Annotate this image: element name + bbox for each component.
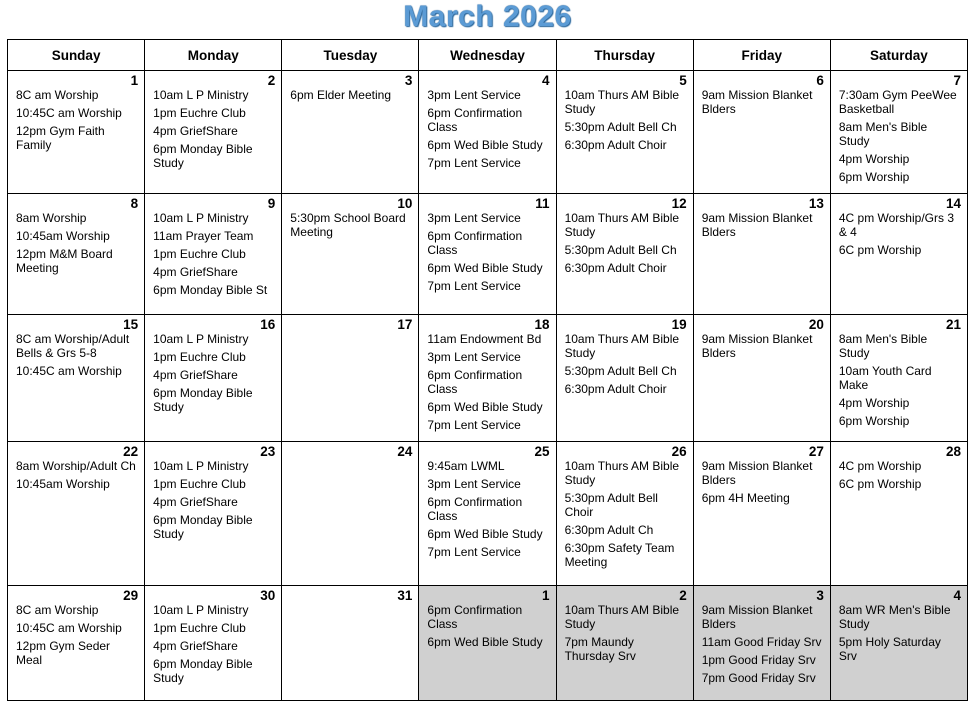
calendar-event: 4pm GriefShare	[153, 264, 238, 279]
weekday-header: Monday	[145, 40, 282, 71]
calendar-event: 5:30pm School Board Meeting	[290, 210, 406, 239]
day-cell-next-month	[419, 586, 556, 701]
day-number: 8	[130, 195, 139, 211]
calendar-event: 7pm Lent Service	[427, 417, 521, 432]
calendar-event: 8C am Worship/Adult Bells & Grs 5-8	[16, 331, 130, 360]
day-cell	[693, 441, 830, 586]
calendar-event: 4pm GriefShare	[153, 367, 238, 382]
calendar-event: 7:30am Gym PeeWee Basketball	[838, 88, 957, 116]
day-cell-next-month	[556, 586, 693, 701]
day-number: 3	[816, 588, 824, 604]
day-cell	[145, 314, 282, 441]
day-cell	[830, 441, 967, 586]
day-number: 2	[679, 588, 687, 604]
calendar-event: 7pm Good Friday Srv	[701, 671, 816, 686]
calendar-event: 6pm Wed Bible Study	[427, 138, 543, 152]
calendar-event: 1pm Good Friday Srv	[701, 653, 816, 668]
day-number: 5	[679, 73, 687, 88]
day-number: 3	[404, 73, 413, 88]
calendar-event: 6:30pm Adult Choir	[564, 381, 667, 396]
calendar-event: 6pm Confirmation Class	[427, 106, 523, 134]
calendar-event: 6pm Monday Bible St	[153, 282, 268, 297]
day-number: 24	[397, 443, 413, 459]
day-cell	[556, 71, 693, 194]
calendar-event: 10:45am Worship	[16, 228, 110, 243]
calendar-event: 10am Thurs AM Bible Study	[564, 458, 680, 487]
calendar-event: 3pm Lent Service	[427, 88, 521, 102]
day-cell	[8, 441, 145, 586]
calendar-event: 6pm Monday Bible Study	[153, 385, 253, 414]
calendar-event: 8am Worship	[16, 210, 87, 225]
calendar-event: 9am Mission Blanket Blders	[701, 331, 813, 360]
calendar-event: 5:30pm Adult Bell Ch	[564, 120, 677, 134]
day-number: 31	[397, 588, 413, 604]
day-number: 18	[534, 316, 550, 332]
day-number: 1	[542, 588, 550, 604]
day-number: 4	[542, 73, 550, 88]
calendar-event: 4pm GriefShare	[153, 494, 238, 509]
calendar-event: 9am Mission Blanket Blders	[701, 210, 813, 239]
day-cell	[419, 193, 556, 314]
calendar-event: 5pm Holy Saturday Srv	[838, 635, 941, 664]
week-row	[8, 71, 968, 194]
calendar-event: 6:30pm Adult Choir	[564, 260, 667, 275]
day-cell	[8, 71, 145, 194]
weekday-header: Friday	[693, 40, 830, 71]
day-number: 12	[671, 195, 687, 211]
calendar-event: 8am Men's Bible Study	[838, 120, 928, 148]
calendar-event: 4pm Worship	[838, 152, 910, 166]
calendar-event: 7pm Maundy Thursday Srv	[564, 635, 636, 664]
calendar-event: 8am WR Men's Bible Study	[838, 603, 951, 632]
calendar-event: 10:45am Worship	[16, 476, 110, 491]
day-number: 23	[260, 443, 276, 459]
calendar-event: 6pm Confirmation Class	[427, 494, 523, 523]
day-number: 17	[397, 316, 413, 332]
calendar-event: 5:30pm Adult Bell Ch	[564, 242, 677, 257]
calendar-event: 1pm Euchre Club	[153, 246, 246, 261]
calendar-event: 6pm Monday Bible Study	[153, 142, 253, 170]
calendar-event: 7pm Lent Service	[427, 278, 521, 293]
month-calendar	[7, 39, 968, 701]
calendar-event: 6pm Monday Bible Study	[153, 657, 253, 686]
day-number: 30	[260, 588, 276, 604]
day-number: 6	[816, 73, 824, 88]
calendar-event: 10:45C am Worship	[16, 621, 122, 636]
weekday-header-row	[8, 40, 968, 71]
day-number: 10	[397, 195, 413, 211]
day-cell	[282, 193, 419, 314]
calendar-event: 1pm Euchre Club	[153, 349, 246, 364]
weekday-header: Sunday	[8, 40, 145, 71]
calendar-event: 10am L P Ministry	[153, 88, 249, 102]
day-number: 26	[671, 443, 687, 459]
week-row	[8, 314, 968, 441]
day-number: 2	[267, 73, 276, 88]
calendar-event: 12pm Gym Seder Meal	[16, 639, 111, 668]
day-cell	[8, 586, 145, 701]
calendar-event: 3pm Lent Service	[427, 349, 521, 364]
calendar-event: 10am Thurs AM Bible Study	[564, 210, 680, 239]
calendar-event: 6pm Confirmation Class	[427, 228, 523, 257]
calendar-event: 6pm Worship	[838, 170, 910, 184]
calendar-event: 9am Mission Blanket Blders	[701, 458, 813, 487]
calendar-event: 10:45C am Worship	[16, 106, 122, 120]
day-cell	[830, 71, 967, 194]
day-cell	[419, 71, 556, 194]
day-number: 25	[534, 443, 550, 459]
day-cell	[830, 314, 967, 441]
day-cell	[419, 314, 556, 441]
day-cell	[145, 71, 282, 194]
calendar-event: 12pm M&M Board Meeting	[16, 246, 113, 275]
calendar-event: 4pm GriefShare	[153, 124, 238, 138]
calendar-event: 8am Men's Bible Study	[838, 331, 928, 360]
day-number: 4	[953, 588, 961, 604]
calendar-event: 6pm Elder Meeting	[290, 88, 391, 102]
day-cell	[693, 71, 830, 194]
calendar-event: 6C pm Worship	[838, 476, 922, 491]
calendar-event: 10am L P Ministry	[153, 458, 249, 473]
calendar-event: 6pm Wed Bible Study	[427, 399, 543, 414]
calendar-event: 12pm Gym Faith Family	[16, 124, 105, 152]
calendar-event: 9am Mission Blanket Blders	[701, 88, 813, 116]
calendar-event: 6C pm Worship	[838, 242, 922, 257]
calendar-event: 6:30pm Adult Ch	[564, 522, 654, 537]
day-number: 14	[945, 195, 961, 211]
calendar-event: 4pm Worship	[838, 395, 910, 410]
calendar-event: 6pm Wed Bible Study	[427, 526, 543, 541]
calendar-event: 10:45C am Worship	[16, 363, 122, 378]
week-row	[8, 586, 968, 701]
weekday-header: Tuesday	[282, 40, 419, 71]
calendar-event: 8am Worship/Adult Ch	[16, 458, 136, 473]
day-cell-next-month	[693, 586, 830, 701]
calendar-event: 6pm Monday Bible Study	[153, 512, 253, 541]
day-number: 22	[123, 443, 139, 459]
day-number: 21	[945, 316, 961, 332]
calendar-event: 10am L P Ministry	[153, 603, 249, 618]
calendar-event: 10am Thurs AM Bible Study	[564, 603, 680, 632]
weekday-header: Wednesday	[419, 40, 556, 71]
calendar-event: 1pm Euchre Club	[153, 476, 246, 491]
weekday-header: Thursday	[556, 40, 693, 71]
calendar-event: 6pm Confirmation Class	[427, 603, 523, 632]
calendar-event: 11am Endowment Bd	[427, 331, 542, 346]
day-cell	[8, 314, 145, 441]
calendar-event: 6pm Confirmation Class	[427, 367, 523, 396]
day-cell	[145, 441, 282, 586]
week-row	[8, 441, 968, 586]
calendar-event: 6pm 4H Meeting	[701, 490, 790, 505]
day-number: 15	[123, 316, 139, 332]
day-cell	[282, 441, 419, 586]
day-number: 27	[808, 443, 824, 459]
weekday-header: Saturday	[830, 40, 967, 71]
calendar-event: 6pm Wed Bible Study	[427, 635, 543, 650]
calendar-event: 9:45am LWML	[427, 458, 505, 473]
calendar-event: 9am Mission Blanket Blders	[701, 603, 813, 632]
calendar-event: 4C pm Worship	[838, 458, 922, 473]
day-number: 13	[808, 195, 824, 211]
calendar-event: 10am Youth Card Make	[838, 363, 932, 392]
calendar-event: 6:30pm Safety Team Meeting	[564, 540, 675, 569]
calendar-event: 3pm Lent Service	[427, 210, 521, 225]
day-number: 20	[808, 316, 824, 332]
day-cell	[556, 193, 693, 314]
day-cell-next-month	[830, 586, 967, 701]
calendar-event: 5:30pm Adult Bell Choir	[564, 490, 658, 519]
day-cell	[282, 314, 419, 441]
day-cell	[693, 314, 830, 441]
calendar-event: 6:30pm Adult Choir	[564, 138, 667, 152]
day-number: 29	[123, 588, 139, 604]
day-cell	[145, 586, 282, 701]
calendar-event: 4C pm Worship/Grs 3 & 4	[838, 210, 954, 239]
calendar-event: 4pm GriefShare	[153, 639, 238, 654]
day-cell	[145, 193, 282, 314]
calendar-event: 10am Thurs AM Bible Study	[564, 88, 680, 116]
day-cell	[556, 441, 693, 586]
calendar-title: March 2026	[403, 0, 572, 33]
calendar-event: 7pm Lent Service	[427, 544, 521, 559]
calendar-event: 1pm Euchre Club	[153, 621, 246, 636]
day-cell	[419, 441, 556, 586]
day-cell	[556, 314, 693, 441]
day-number: 28	[945, 443, 961, 459]
day-number: 7	[953, 73, 961, 88]
week-row	[8, 193, 968, 314]
calendar-event: 11am Good Friday Srv	[701, 635, 822, 650]
calendar-event: 10am L P Ministry	[153, 210, 249, 225]
calendar-event: 1pm Euchre Club	[153, 106, 246, 120]
calendar-event: 8C am Worship	[16, 88, 99, 102]
calendar-event: 10am Thurs AM Bible Study	[564, 331, 680, 360]
day-number: 19	[671, 316, 687, 332]
calendar-event: 10am L P Ministry	[153, 331, 249, 346]
day-cell	[282, 71, 419, 194]
day-number: 11	[535, 195, 550, 211]
day-cell	[282, 586, 419, 701]
day-number: 9	[267, 195, 276, 211]
day-cell	[693, 193, 830, 314]
calendar-event: 3pm Lent Service	[427, 476, 521, 491]
calendar-event: 6pm Worship	[838, 413, 910, 428]
calendar-event: 8C am Worship	[16, 603, 99, 618]
calendar-event: 7pm Lent Service	[427, 156, 521, 170]
calendar-event: 6pm Wed Bible Study	[427, 260, 543, 275]
calendar-event: 11am Prayer Team	[153, 228, 254, 243]
day-number: 1	[130, 73, 139, 88]
calendar-event: 5:30pm Adult Bell Ch	[564, 363, 677, 378]
day-cell	[830, 193, 967, 314]
day-number: 16	[260, 316, 276, 332]
day-cell	[8, 193, 145, 314]
